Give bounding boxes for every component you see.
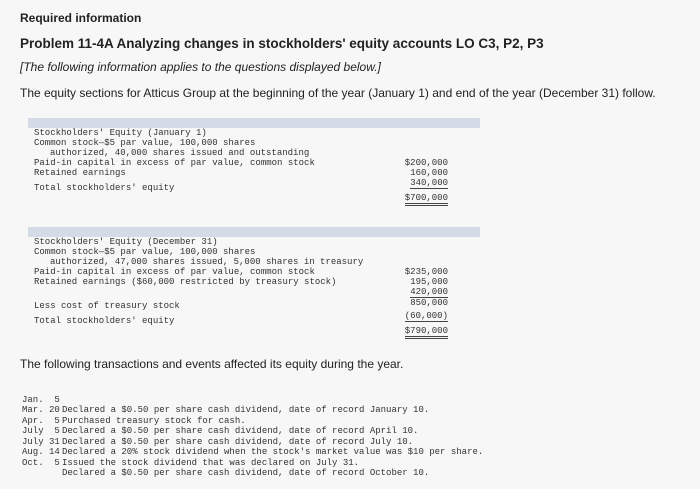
table-row	[28, 173, 480, 203]
row-label: Less cost of treasury stock	[34, 301, 180, 311]
table-row	[28, 128, 480, 148]
event-date: Jan. 5	[22, 394, 60, 405]
event-date: Mar. 20	[22, 405, 60, 415]
row-amount: 420,000	[410, 287, 448, 297]
row-label: authorized, 40,000 shares issued and outstanding	[50, 148, 310, 158]
row-label: Retained earnings	[34, 168, 126, 178]
row-amount: $200,000	[404, 158, 448, 168]
event-text: Declared a $0.50 per share cash dividend, date of record January 10.	[62, 405, 430, 415]
event-text: Purchased treasury stock for cash.	[62, 415, 246, 426]
row-amount: 195,000	[410, 277, 448, 287]
event-text: Declared a $0.50 per share cash dividend, date of record July 10.	[62, 436, 414, 447]
row-label: Retained earnings ($60,000 restricted by treasury stock)	[34, 277, 337, 287]
event-text: Declared a 20% stock dividend when the stock's market value was $10 per share.	[62, 447, 484, 457]
required-information-heading: Required information	[20, 11, 142, 25]
table-title: Stockholders' Equity (December 31)	[34, 237, 218, 247]
events-heading: The following transactions and events affected its equity during the year.	[20, 357, 404, 371]
row-label: Common stock—$5 par value, 100,000 shares	[34, 247, 256, 257]
row-label: Common stock—$5 par value, 100,000 shares	[34, 138, 256, 148]
table-title-row	[28, 118, 480, 138]
equity-table-january	[28, 118, 480, 203]
row-amount: (60,000)	[404, 311, 448, 321]
row-label: authorized, 47,000 shares issued, 5,000 shares in treasury	[50, 257, 364, 267]
row-label: Paid-in capital in excess of par value, common stock	[34, 158, 315, 168]
event-date: Oct. 5	[22, 457, 60, 468]
event-date: Aug. 14	[22, 447, 60, 457]
row-amount: $790,000	[405, 326, 448, 339]
equity-table-december	[28, 227, 480, 336]
problem-title: Problem 11-4A Analyzing changes in stockholders' equity accounts LO C3, P2, P3	[20, 36, 544, 51]
event-date: July 31	[22, 436, 60, 447]
row-label: Total stockholders' equity	[34, 183, 175, 193]
row-label: Total stockholders' equity	[34, 316, 175, 326]
intro-text: The equity sections for Atticus Group at the beginning of the year (January 1) and end of the year (December 31) follow.	[20, 86, 656, 100]
row-amount: 850,000	[410, 298, 448, 308]
event-date: July 5	[22, 426, 60, 436]
events-list	[22, 384, 484, 478]
row-amount: 160,000	[410, 168, 448, 178]
row-amount: 340,000	[410, 178, 448, 188]
table-row	[28, 237, 480, 257]
event-text: Issued the stock dividend that was declared on July 31.	[62, 457, 360, 468]
event-text: Declared a $0.50 per share cash dividend, date of record April 10.	[62, 426, 419, 436]
event-date: Apr. 5	[22, 415, 60, 426]
info-note: [The following information applies to the questions displayed below.]	[20, 60, 381, 74]
row-label: Paid-in capital in excess of par value, common stock	[34, 267, 315, 277]
table-title: Stockholders' Equity (January 1)	[34, 128, 207, 138]
table-title-row	[28, 227, 480, 247]
row-amount: $700,000	[405, 193, 448, 206]
row-amount: $235,000	[404, 267, 448, 277]
event-text: Declared a $0.50 per share cash dividend, date of record October 10.	[62, 468, 430, 478]
table-row	[28, 306, 480, 336]
